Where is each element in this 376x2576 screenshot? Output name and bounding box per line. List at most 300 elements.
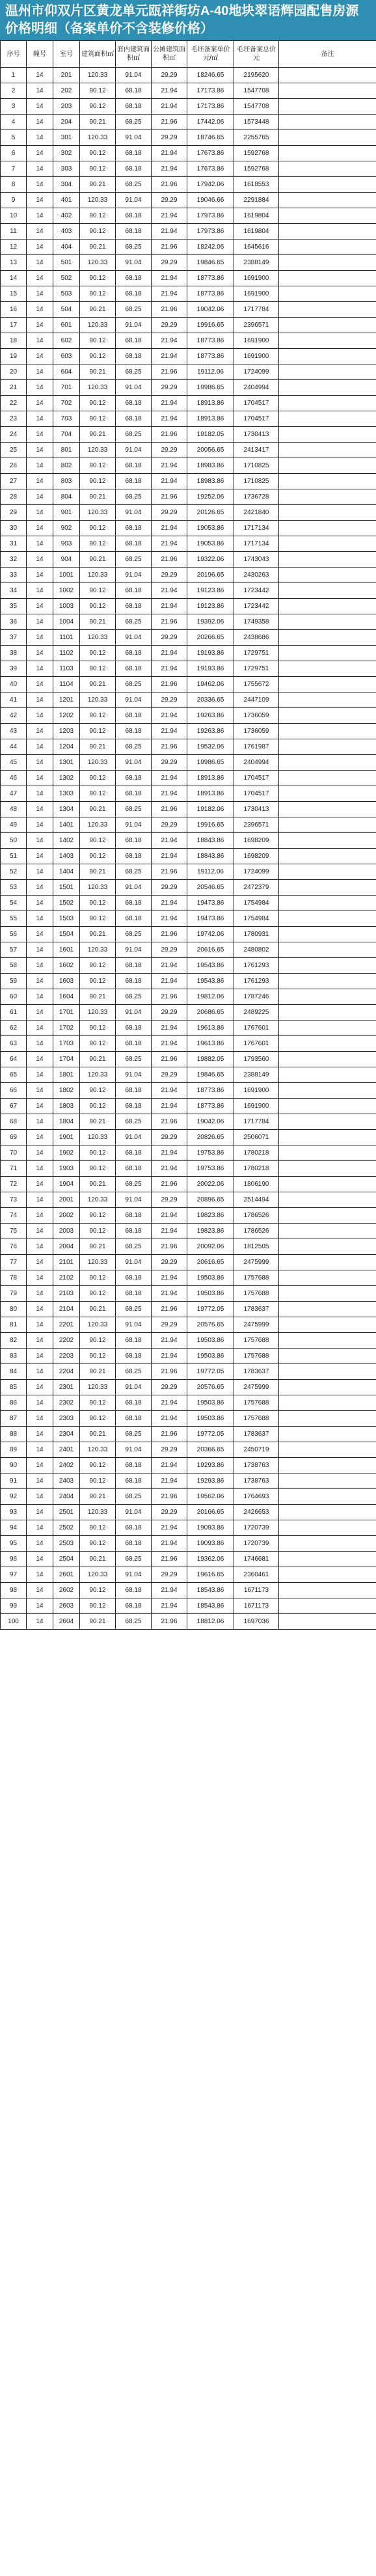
shared-area-cell: 29.29 bbox=[152, 505, 187, 521]
shared-area-cell: 21.94 bbox=[152, 1473, 187, 1489]
remark-cell bbox=[279, 849, 376, 864]
header-cell: 建筑面积㎡ bbox=[80, 41, 116, 68]
table-row bbox=[1, 739, 376, 755]
gross-area-cell: 90.12 bbox=[80, 349, 116, 364]
unit-price-cell: 20126.65 bbox=[187, 505, 234, 521]
building-number-cell: 14 bbox=[27, 864, 53, 880]
inner-area-cell: 68.18 bbox=[116, 1473, 152, 1489]
total-price-cell: 1787246 bbox=[234, 989, 279, 1005]
row-number-cell: 52 bbox=[1, 864, 27, 880]
room-number-cell: 1601 bbox=[53, 942, 80, 958]
unit-price-cell: 19053.86 bbox=[187, 536, 234, 552]
header-cell: 幢号 bbox=[27, 41, 53, 68]
remark-cell bbox=[279, 958, 376, 974]
unit-price-cell: 17973.86 bbox=[187, 224, 234, 240]
table-row bbox=[1, 1552, 376, 1567]
inner-area-cell: 68.18 bbox=[116, 83, 152, 99]
remark-cell bbox=[279, 115, 376, 130]
total-price-cell: 2396571 bbox=[234, 318, 279, 333]
gross-area-cell: 90.12 bbox=[80, 1270, 116, 1286]
unit-price-cell: 20896.65 bbox=[187, 1192, 234, 1208]
total-price-cell: 2421840 bbox=[234, 505, 279, 521]
shared-area-cell: 21.96 bbox=[152, 1114, 187, 1130]
room-number-cell: 801 bbox=[53, 443, 80, 458]
inner-area-cell: 68.18 bbox=[116, 1286, 152, 1302]
total-price-cell: 2404994 bbox=[234, 380, 279, 396]
remark-cell bbox=[279, 802, 376, 817]
unit-price-cell: 19503.86 bbox=[187, 1286, 234, 1302]
room-number-cell: 1304 bbox=[53, 802, 80, 817]
inner-area-cell: 68.25 bbox=[116, 614, 152, 630]
shared-area-cell: 29.29 bbox=[152, 755, 187, 771]
row-number-cell: 1 bbox=[1, 68, 27, 83]
shared-area-cell: 21.94 bbox=[152, 896, 187, 911]
gross-area-cell: 90.12 bbox=[80, 1458, 116, 1473]
building-number-cell: 14 bbox=[27, 1364, 53, 1380]
row-number-cell: 60 bbox=[1, 989, 27, 1005]
unit-price-cell: 18773.86 bbox=[187, 1099, 234, 1114]
unit-price-cell: 20616.65 bbox=[187, 942, 234, 958]
shared-area-cell: 21.96 bbox=[152, 364, 187, 380]
unit-price-cell: 17673.86 bbox=[187, 146, 234, 161]
gross-area-cell: 120.33 bbox=[80, 817, 116, 833]
row-number-cell: 68 bbox=[1, 1114, 27, 1130]
gross-area-cell: 90.21 bbox=[80, 864, 116, 880]
remark-cell bbox=[279, 817, 376, 833]
shared-area-cell: 21.96 bbox=[152, 1239, 187, 1255]
row-number-cell: 59 bbox=[1, 974, 27, 989]
building-number-cell: 14 bbox=[27, 286, 53, 302]
remark-cell bbox=[279, 1052, 376, 1067]
room-number-cell: 901 bbox=[53, 505, 80, 521]
row-number-cell: 7 bbox=[1, 161, 27, 177]
row-number-cell: 11 bbox=[1, 224, 27, 240]
table-row bbox=[1, 708, 376, 724]
remark-cell bbox=[279, 208, 376, 224]
remark-cell bbox=[279, 458, 376, 474]
row-number-cell: 94 bbox=[1, 1520, 27, 1536]
row-number-cell: 58 bbox=[1, 958, 27, 974]
remark-cell bbox=[279, 333, 376, 349]
building-number-cell: 14 bbox=[27, 115, 53, 130]
row-number-cell: 53 bbox=[1, 880, 27, 896]
gross-area-cell: 120.33 bbox=[80, 1255, 116, 1270]
gross-area-cell: 90.12 bbox=[80, 958, 116, 974]
header-cell: 序号 bbox=[1, 41, 27, 68]
table-row bbox=[1, 583, 376, 599]
total-price-cell: 1806190 bbox=[234, 1177, 279, 1192]
room-number-cell: 1302 bbox=[53, 771, 80, 786]
row-number-cell: 72 bbox=[1, 1177, 27, 1192]
shared-area-cell: 21.94 bbox=[152, 536, 187, 552]
remark-cell bbox=[279, 1005, 376, 1021]
inner-area-cell: 91.04 bbox=[116, 1442, 152, 1458]
row-number-cell: 99 bbox=[1, 1598, 27, 1614]
table-row bbox=[1, 83, 376, 99]
unit-price-cell: 19112.06 bbox=[187, 364, 234, 380]
row-number-cell: 17 bbox=[1, 318, 27, 333]
inner-area-cell: 91.04 bbox=[116, 692, 152, 708]
gross-area-cell: 90.12 bbox=[80, 786, 116, 802]
row-number-cell: 81 bbox=[1, 1317, 27, 1333]
gross-area-cell: 90.12 bbox=[80, 974, 116, 989]
inner-area-cell: 68.18 bbox=[116, 1349, 152, 1364]
shared-area-cell: 29.29 bbox=[152, 1005, 187, 1021]
total-price-cell: 1710825 bbox=[234, 474, 279, 489]
room-number-cell: 1602 bbox=[53, 958, 80, 974]
building-number-cell: 14 bbox=[27, 1224, 53, 1239]
shared-area-cell: 29.29 bbox=[152, 942, 187, 958]
table-row bbox=[1, 646, 376, 661]
remark-cell bbox=[279, 614, 376, 630]
total-price-cell: 1691900 bbox=[234, 349, 279, 364]
table-row bbox=[1, 1520, 376, 1536]
inner-area-cell: 68.25 bbox=[116, 1489, 152, 1505]
shared-area-cell: 21.96 bbox=[152, 427, 187, 443]
room-number-cell: 1603 bbox=[53, 974, 80, 989]
inner-area-cell: 68.25 bbox=[116, 1239, 152, 1255]
gross-area-cell: 90.12 bbox=[80, 771, 116, 786]
shared-area-cell: 21.94 bbox=[152, 1270, 187, 1286]
table-row bbox=[1, 1411, 376, 1427]
table-row bbox=[1, 911, 376, 927]
gross-area-cell: 90.21 bbox=[80, 802, 116, 817]
remark-cell bbox=[279, 692, 376, 708]
document-title: 温州市仰双片区黄龙单元瓯祥街坊A-40地块翠语辉园配售房源价格明细（备案单价不含装修价格） bbox=[0, 0, 376, 40]
shared-area-cell: 29.29 bbox=[152, 880, 187, 896]
table-row bbox=[1, 224, 376, 240]
gross-area-cell: 120.33 bbox=[80, 255, 116, 271]
remark-cell bbox=[279, 1317, 376, 1333]
room-number-cell: 1102 bbox=[53, 646, 80, 661]
total-price-cell: 1723442 bbox=[234, 583, 279, 599]
remark-cell bbox=[279, 942, 376, 958]
total-price-cell: 1698209 bbox=[234, 849, 279, 864]
row-number-cell: 56 bbox=[1, 927, 27, 942]
remark-cell bbox=[279, 302, 376, 318]
gross-area-cell: 90.21 bbox=[80, 1052, 116, 1067]
total-price-cell: 1738763 bbox=[234, 1458, 279, 1473]
table-row bbox=[1, 880, 376, 896]
shared-area-cell: 21.96 bbox=[152, 1364, 187, 1380]
table-row bbox=[1, 1208, 376, 1224]
remark-cell bbox=[279, 1333, 376, 1349]
table-row bbox=[1, 1505, 376, 1520]
total-price-cell: 1573448 bbox=[234, 115, 279, 130]
building-number-cell: 14 bbox=[27, 802, 53, 817]
gross-area-cell: 90.12 bbox=[80, 1145, 116, 1161]
inner-area-cell: 91.04 bbox=[116, 568, 152, 583]
building-number-cell: 14 bbox=[27, 1036, 53, 1052]
unit-price-cell: 18242.06 bbox=[187, 240, 234, 255]
inner-area-cell: 68.18 bbox=[116, 958, 152, 974]
table-row bbox=[1, 989, 376, 1005]
table-row bbox=[1, 99, 376, 115]
remark-cell bbox=[279, 630, 376, 646]
shared-area-cell: 21.94 bbox=[152, 974, 187, 989]
unit-price-cell: 19812.06 bbox=[187, 989, 234, 1005]
total-price-cell: 1812505 bbox=[234, 1239, 279, 1255]
unit-price-cell: 19772.05 bbox=[187, 1364, 234, 1380]
gross-area-cell: 120.33 bbox=[80, 1380, 116, 1395]
table-row bbox=[1, 661, 376, 677]
row-number-cell: 22 bbox=[1, 396, 27, 411]
room-number-cell: 2103 bbox=[53, 1286, 80, 1302]
gross-area-cell: 90.21 bbox=[80, 1177, 116, 1192]
remark-cell bbox=[279, 1192, 376, 1208]
shared-area-cell: 29.29 bbox=[152, 630, 187, 646]
row-number-cell: 84 bbox=[1, 1364, 27, 1380]
table-row bbox=[1, 286, 376, 302]
building-number-cell: 14 bbox=[27, 1161, 53, 1177]
gross-area-cell: 90.21 bbox=[80, 1552, 116, 1567]
room-number-cell: 2102 bbox=[53, 1270, 80, 1286]
total-price-cell: 2447109 bbox=[234, 692, 279, 708]
row-number-cell: 3 bbox=[1, 99, 27, 115]
inner-area-cell: 68.18 bbox=[116, 1598, 152, 1614]
remark-cell bbox=[279, 911, 376, 927]
shared-area-cell: 21.96 bbox=[152, 1489, 187, 1505]
room-number-cell: 2301 bbox=[53, 1380, 80, 1395]
inner-area-cell: 68.18 bbox=[116, 1395, 152, 1411]
total-price-cell: 1729751 bbox=[234, 646, 279, 661]
room-number-cell: 2404 bbox=[53, 1489, 80, 1505]
total-price-cell: 2426653 bbox=[234, 1505, 279, 1520]
gross-area-cell: 120.33 bbox=[80, 942, 116, 958]
gross-area-cell: 90.12 bbox=[80, 1536, 116, 1552]
room-number-cell: 304 bbox=[53, 177, 80, 193]
gross-area-cell: 120.33 bbox=[80, 692, 116, 708]
gross-area-cell: 90.12 bbox=[80, 1333, 116, 1349]
total-price-cell: 1592768 bbox=[234, 161, 279, 177]
room-number-cell: 603 bbox=[53, 349, 80, 364]
inner-area-cell: 68.18 bbox=[116, 724, 152, 739]
remark-cell bbox=[279, 411, 376, 427]
inner-area-cell: 68.18 bbox=[116, 1458, 152, 1473]
gross-area-cell: 90.12 bbox=[80, 1473, 116, 1489]
inner-area-cell: 68.18 bbox=[116, 896, 152, 911]
unit-price-cell: 18843.86 bbox=[187, 833, 234, 849]
room-number-cell: 1704 bbox=[53, 1052, 80, 1067]
table-row bbox=[1, 974, 376, 989]
unit-price-cell: 20826.65 bbox=[187, 1130, 234, 1145]
row-number-cell: 64 bbox=[1, 1052, 27, 1067]
table-row bbox=[1, 177, 376, 193]
total-price-cell: 2472379 bbox=[234, 880, 279, 896]
table-row bbox=[1, 1192, 376, 1208]
building-number-cell: 14 bbox=[27, 552, 53, 568]
gross-area-cell: 120.33 bbox=[80, 505, 116, 521]
inner-area-cell: 68.25 bbox=[116, 240, 152, 255]
building-number-cell: 14 bbox=[27, 333, 53, 349]
remark-cell bbox=[279, 1021, 376, 1036]
room-number-cell: 2002 bbox=[53, 1208, 80, 1224]
total-price-cell: 1619804 bbox=[234, 208, 279, 224]
remark-cell bbox=[279, 1099, 376, 1114]
remark-cell bbox=[279, 380, 376, 396]
table-row bbox=[1, 568, 376, 583]
total-price-cell: 1671173 bbox=[234, 1583, 279, 1598]
total-price-cell: 1698209 bbox=[234, 833, 279, 849]
row-number-cell: 76 bbox=[1, 1239, 27, 1255]
inner-area-cell: 68.18 bbox=[116, 396, 152, 411]
total-price-cell: 1738763 bbox=[234, 1473, 279, 1489]
total-price-cell: 1757688 bbox=[234, 1286, 279, 1302]
total-price-cell: 2404994 bbox=[234, 755, 279, 771]
row-number-cell: 97 bbox=[1, 1567, 27, 1583]
building-number-cell: 14 bbox=[27, 99, 53, 115]
table-row bbox=[1, 521, 376, 536]
room-number-cell: 702 bbox=[53, 396, 80, 411]
remark-cell bbox=[279, 1239, 376, 1255]
row-number-cell: 9 bbox=[1, 193, 27, 208]
building-number-cell: 14 bbox=[27, 1489, 53, 1505]
gross-area-cell: 90.12 bbox=[80, 474, 116, 489]
shared-area-cell: 21.96 bbox=[152, 302, 187, 318]
row-number-cell: 92 bbox=[1, 1489, 27, 1505]
unit-price-cell: 18543.86 bbox=[187, 1598, 234, 1614]
gross-area-cell: 90.12 bbox=[80, 708, 116, 724]
remark-cell bbox=[279, 536, 376, 552]
total-price-cell: 1697036 bbox=[234, 1614, 279, 1630]
remark-cell bbox=[279, 364, 376, 380]
unit-price-cell: 20196.65 bbox=[187, 568, 234, 583]
shared-area-cell: 21.94 bbox=[152, 161, 187, 177]
building-number-cell: 14 bbox=[27, 708, 53, 724]
row-number-cell: 66 bbox=[1, 1083, 27, 1099]
shared-area-cell: 21.94 bbox=[152, 99, 187, 115]
building-number-cell: 14 bbox=[27, 1130, 53, 1145]
building-number-cell: 14 bbox=[27, 1270, 53, 1286]
shared-area-cell: 21.94 bbox=[152, 708, 187, 724]
total-price-cell: 1547708 bbox=[234, 83, 279, 99]
unit-price-cell: 18246.65 bbox=[187, 68, 234, 83]
building-number-cell: 14 bbox=[27, 849, 53, 864]
total-price-cell: 2475999 bbox=[234, 1255, 279, 1270]
unit-price-cell: 19823.86 bbox=[187, 1224, 234, 1239]
shared-area-cell: 21.94 bbox=[152, 1349, 187, 1364]
remark-cell bbox=[279, 1130, 376, 1145]
total-price-cell: 1736059 bbox=[234, 708, 279, 724]
shared-area-cell: 29.29 bbox=[152, 130, 187, 146]
shared-area-cell: 21.96 bbox=[152, 864, 187, 880]
table-row bbox=[1, 240, 376, 255]
gross-area-cell: 90.12 bbox=[80, 661, 116, 677]
remark-cell bbox=[279, 1395, 376, 1411]
remark-cell bbox=[279, 1458, 376, 1473]
row-number-cell: 85 bbox=[1, 1380, 27, 1395]
total-price-cell: 1704517 bbox=[234, 396, 279, 411]
table-row bbox=[1, 849, 376, 864]
room-number-cell: 2203 bbox=[53, 1349, 80, 1364]
inner-area-cell: 91.04 bbox=[116, 1317, 152, 1333]
remark-cell bbox=[279, 1067, 376, 1083]
shared-area-cell: 21.94 bbox=[152, 1598, 187, 1614]
gross-area-cell: 90.12 bbox=[80, 458, 116, 474]
row-number-cell: 32 bbox=[1, 552, 27, 568]
room-number-cell: 703 bbox=[53, 411, 80, 427]
shared-area-cell: 29.29 bbox=[152, 380, 187, 396]
inner-area-cell: 68.18 bbox=[116, 349, 152, 364]
table-row bbox=[1, 927, 376, 942]
row-number-cell: 48 bbox=[1, 802, 27, 817]
building-number-cell: 14 bbox=[27, 68, 53, 83]
inner-area-cell: 68.18 bbox=[116, 974, 152, 989]
inner-area-cell: 68.18 bbox=[116, 1021, 152, 1036]
table-row bbox=[1, 489, 376, 505]
building-number-cell: 14 bbox=[27, 692, 53, 708]
unit-price-cell: 19772.05 bbox=[187, 1427, 234, 1442]
building-number-cell: 14 bbox=[27, 958, 53, 974]
total-price-cell: 1761293 bbox=[234, 974, 279, 989]
unit-price-cell: 19473.86 bbox=[187, 911, 234, 927]
room-number-cell: 804 bbox=[53, 489, 80, 505]
inner-area-cell: 68.25 bbox=[116, 552, 152, 568]
total-price-cell: 1736728 bbox=[234, 489, 279, 505]
shared-area-cell: 21.94 bbox=[152, 1583, 187, 1598]
unit-price-cell: 18913.86 bbox=[187, 411, 234, 427]
gross-area-cell: 90.21 bbox=[80, 240, 116, 255]
table-row bbox=[1, 193, 376, 208]
remark-cell bbox=[279, 677, 376, 692]
gross-area-cell: 120.33 bbox=[80, 318, 116, 333]
total-price-cell: 2255765 bbox=[234, 130, 279, 146]
building-number-cell: 14 bbox=[27, 1505, 53, 1520]
gross-area-cell: 120.33 bbox=[80, 755, 116, 771]
row-number-cell: 74 bbox=[1, 1208, 27, 1224]
building-number-cell: 14 bbox=[27, 364, 53, 380]
building-number-cell: 14 bbox=[27, 1583, 53, 1598]
building-number-cell: 14 bbox=[27, 161, 53, 177]
table-row bbox=[1, 942, 376, 958]
remark-cell bbox=[279, 286, 376, 302]
building-number-cell: 14 bbox=[27, 521, 53, 536]
building-number-cell: 14 bbox=[27, 880, 53, 896]
inner-area-cell: 91.04 bbox=[116, 817, 152, 833]
building-number-cell: 14 bbox=[27, 271, 53, 286]
unit-price-cell: 19753.86 bbox=[187, 1145, 234, 1161]
shared-area-cell: 21.94 bbox=[152, 474, 187, 489]
building-number-cell: 14 bbox=[27, 1520, 53, 1536]
inner-area-cell: 68.25 bbox=[116, 489, 152, 505]
table-row bbox=[1, 630, 376, 646]
building-number-cell: 14 bbox=[27, 1021, 53, 1036]
gross-area-cell: 90.12 bbox=[80, 1411, 116, 1427]
building-number-cell: 14 bbox=[27, 646, 53, 661]
room-number-cell: 2003 bbox=[53, 1224, 80, 1239]
remark-cell bbox=[279, 1114, 376, 1130]
inner-area-cell: 68.25 bbox=[116, 677, 152, 692]
unit-price-cell: 19916.65 bbox=[187, 318, 234, 333]
inner-area-cell: 68.18 bbox=[116, 99, 152, 115]
building-number-cell: 14 bbox=[27, 255, 53, 271]
room-number-cell: 1902 bbox=[53, 1145, 80, 1161]
unit-price-cell: 19182.05 bbox=[187, 427, 234, 443]
shared-area-cell: 21.94 bbox=[152, 646, 187, 661]
building-number-cell: 14 bbox=[27, 396, 53, 411]
table-row bbox=[1, 1099, 376, 1114]
gross-area-cell: 90.12 bbox=[80, 1286, 116, 1302]
unit-price-cell: 19293.86 bbox=[187, 1473, 234, 1489]
shared-area-cell: 21.94 bbox=[152, 286, 187, 302]
unit-price-cell: 18913.86 bbox=[187, 396, 234, 411]
row-number-cell: 46 bbox=[1, 771, 27, 786]
room-number-cell: 1101 bbox=[53, 630, 80, 646]
row-number-cell: 65 bbox=[1, 1067, 27, 1083]
total-price-cell: 1717784 bbox=[234, 1114, 279, 1130]
gross-area-cell: 90.12 bbox=[80, 646, 116, 661]
row-number-cell: 14 bbox=[1, 271, 27, 286]
